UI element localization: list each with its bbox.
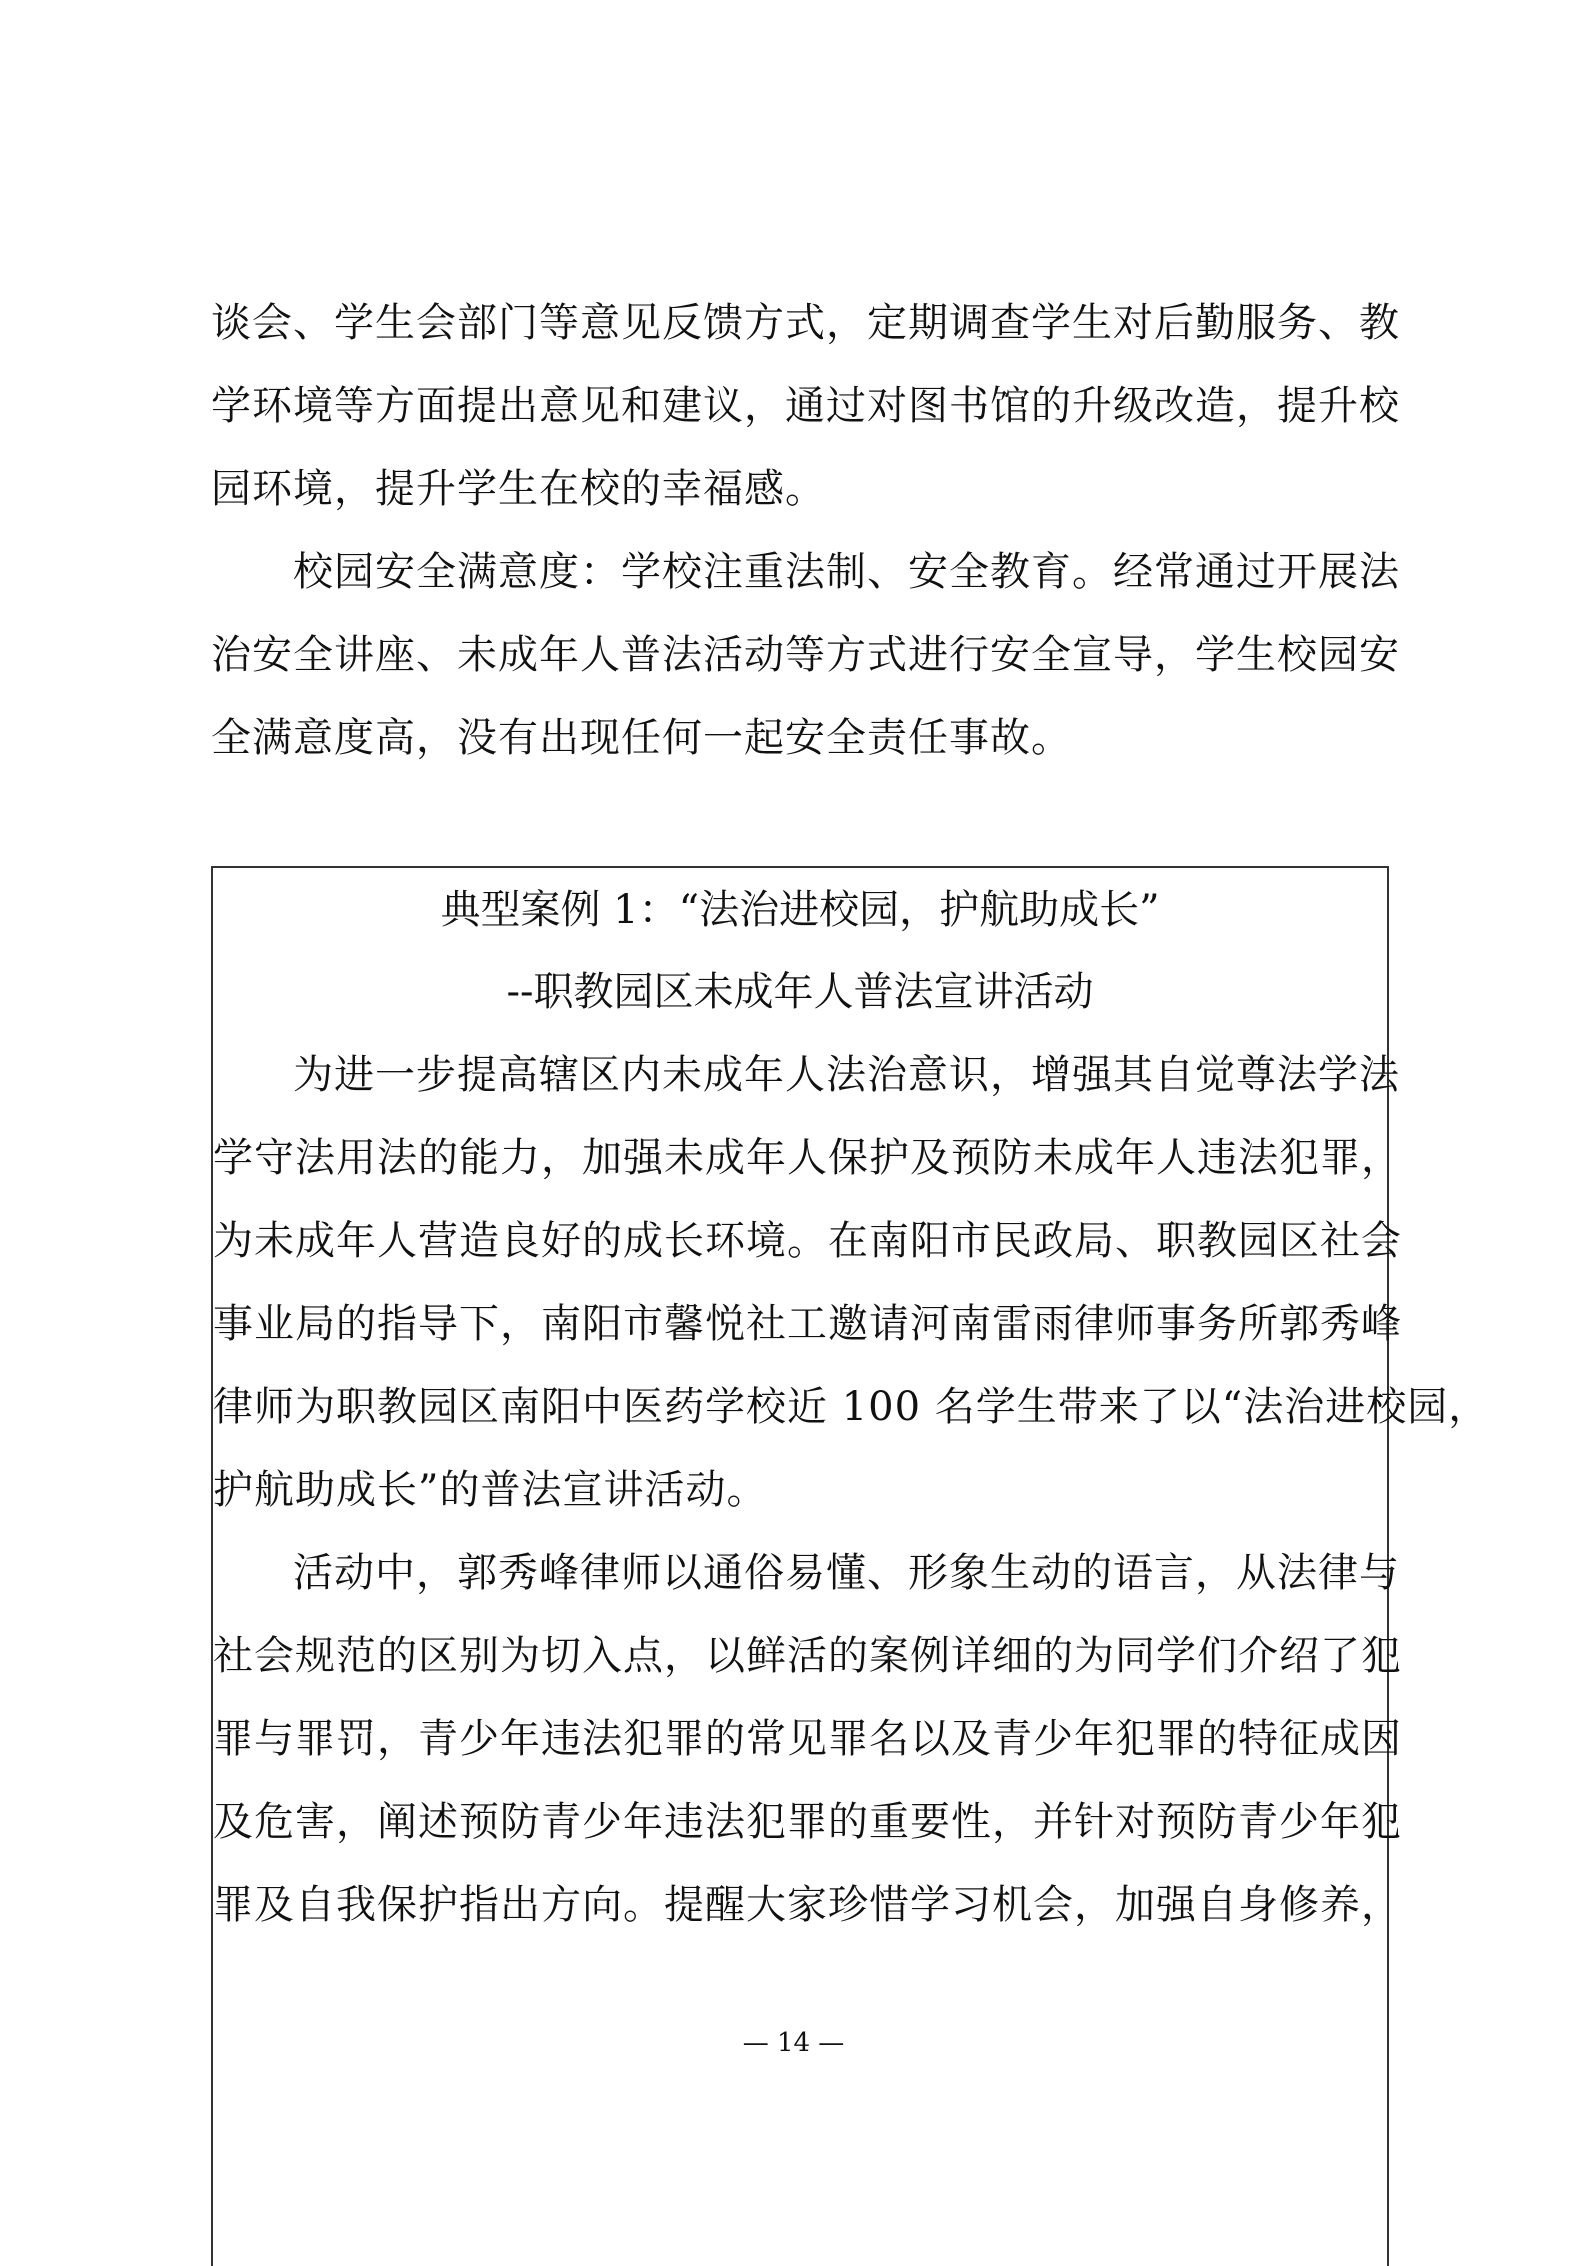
case-subtitle: --职教园区未成年人普法宣讲活动 [506,969,1094,1015]
page-number: — 14 — [742,2028,845,2058]
case-para1-line-6: 护航助成长”的普法宣讲活动。 [213,1467,768,1513]
safety-line-1: 校园安全满意度：学校注重法制、安全教育。经常通过开展法 [293,549,1400,595]
case-title: 典型案例 1：“法治进校园，护航助成长” [440,887,1160,933]
case-para2-line-2: 社会规范的区别为切入点，以鲜活的案例详细的为同学们介绍了犯 [213,1633,1402,1679]
case-para1-line-1: 为进一步提高辖区内未成年人法治意识，增强其自觉尊法学法 [293,1052,1400,1098]
intro-line-1: 谈会、学生会部门等意见反馈方式，定期调查学生对后勤服务、教 [211,300,1400,346]
case-para2-line-1: 活动中，郭秀峰律师以通俗易懂、形象生动的语言，从法律与 [293,1550,1400,1596]
intro-line-2: 学环境等方面提出意见和建议，通过对图书馆的升级改造，提升校 [211,383,1400,429]
safety-line-3: 全满意度高，没有出现任何一起安全责任事故。 [211,715,1072,761]
case-para2-line-4: 及危害，阐述预防青少年违法犯罪的重要性，并针对预防青少年犯 [213,1799,1402,1845]
intro-line-3: 园环境，提升学生在校的幸福感。 [211,466,826,512]
case-para1-line-3: 为未成年人营造良好的成长环境。在南阳市民政局、职教园区社会 [213,1218,1402,1264]
safety-line-2: 治安全讲座、未成年人普法活动等方式进行安全宣导，学生校园安 [211,632,1400,678]
case-para2-line-3: 罪与罪罚，青少年违法犯罪的常见罪名以及青少年犯罪的特征成因 [213,1716,1402,1762]
case-para2-line-5: 罪及自我保护指出方向。提醒大家珍惜学习机会，加强自身修养， [213,1882,1402,1928]
case-para1-line-2: 学守法用法的能力，加强未成年人保护及预防未成年人违法犯罪， [213,1135,1402,1181]
case-para1-line-4: 事业局的指导下，南阳市馨悦社工邀请河南雷雨律师事务所郭秀峰 [213,1301,1402,1347]
case-para1-line-5: 律师为职教园区南阳中医药学校近 100 名学生带来了以“法治进校园， [213,1384,1490,1430]
